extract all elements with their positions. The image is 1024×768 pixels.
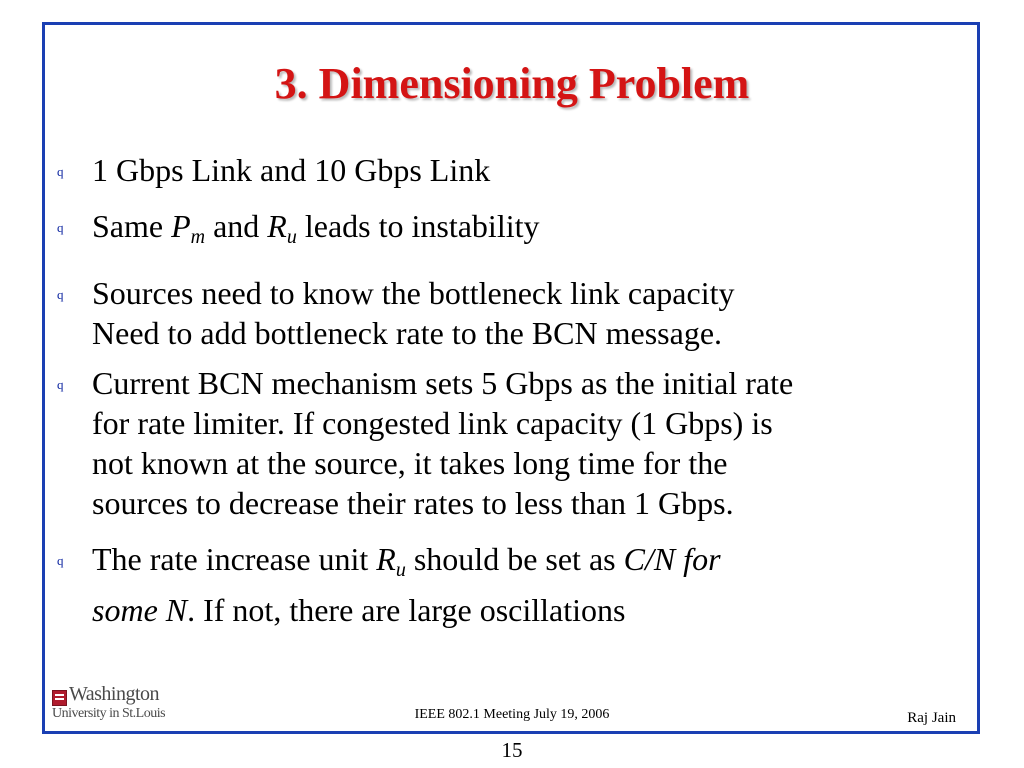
bullet-text: Same $P_m$ and $R_u$ leads to instability bbox=[92, 208, 540, 248]
university-shield-icon bbox=[52, 690, 67, 706]
bullet-text: 1 Gbps Link and 10 Gbps Link bbox=[92, 152, 491, 188]
bullet-list bbox=[50, 150, 970, 646]
bullet-item bbox=[50, 539, 970, 630]
bullet-text: Sources need to know the bottleneck link capacity bbox=[92, 275, 735, 311]
bullet-marker-icon: q bbox=[57, 220, 64, 235]
bullet-item bbox=[50, 150, 970, 190]
bullet-item bbox=[50, 363, 970, 523]
bullet-marker-icon: q bbox=[57, 287, 64, 302]
bullet-text: for rate limiter. If congested link capacity (1 Gbps) is bbox=[92, 405, 773, 441]
slide-title: 3. Dimensioning Problem bbox=[274, 59, 750, 108]
bullet-marker-icon: q bbox=[57, 377, 64, 392]
logo-text-line1: Washington bbox=[69, 683, 160, 705]
logo-text-line2: University in St.Louis bbox=[52, 706, 166, 721]
footer-author: Raj Jain bbox=[907, 710, 956, 726]
bullet-marker-icon: q bbox=[57, 553, 64, 568]
bullet-item bbox=[50, 273, 970, 353]
bullet-text: The rate increase unit $R_u$ should be set as C/N for bbox=[92, 541, 721, 581]
bullet-text: Need to add bottleneck rate to the BCN message. bbox=[92, 315, 723, 351]
bullet-item bbox=[50, 206, 970, 257]
bullet-text: some N. If not, there are large oscillations bbox=[92, 592, 626, 628]
bullet-text: not known at the source, it takes long time for the bbox=[92, 445, 728, 481]
bullet-text: Current BCN mechanism sets 5 Gbps as the initial rate bbox=[92, 365, 794, 401]
bullet-text: sources to decrease their rates to less than 1 Gbps. bbox=[92, 485, 734, 521]
bullet-marker-icon: q bbox=[57, 164, 64, 179]
footer-meeting: IEEE 802.1 Meeting July 19, 2006 bbox=[414, 707, 610, 722]
page-number: 15 bbox=[501, 738, 523, 762]
